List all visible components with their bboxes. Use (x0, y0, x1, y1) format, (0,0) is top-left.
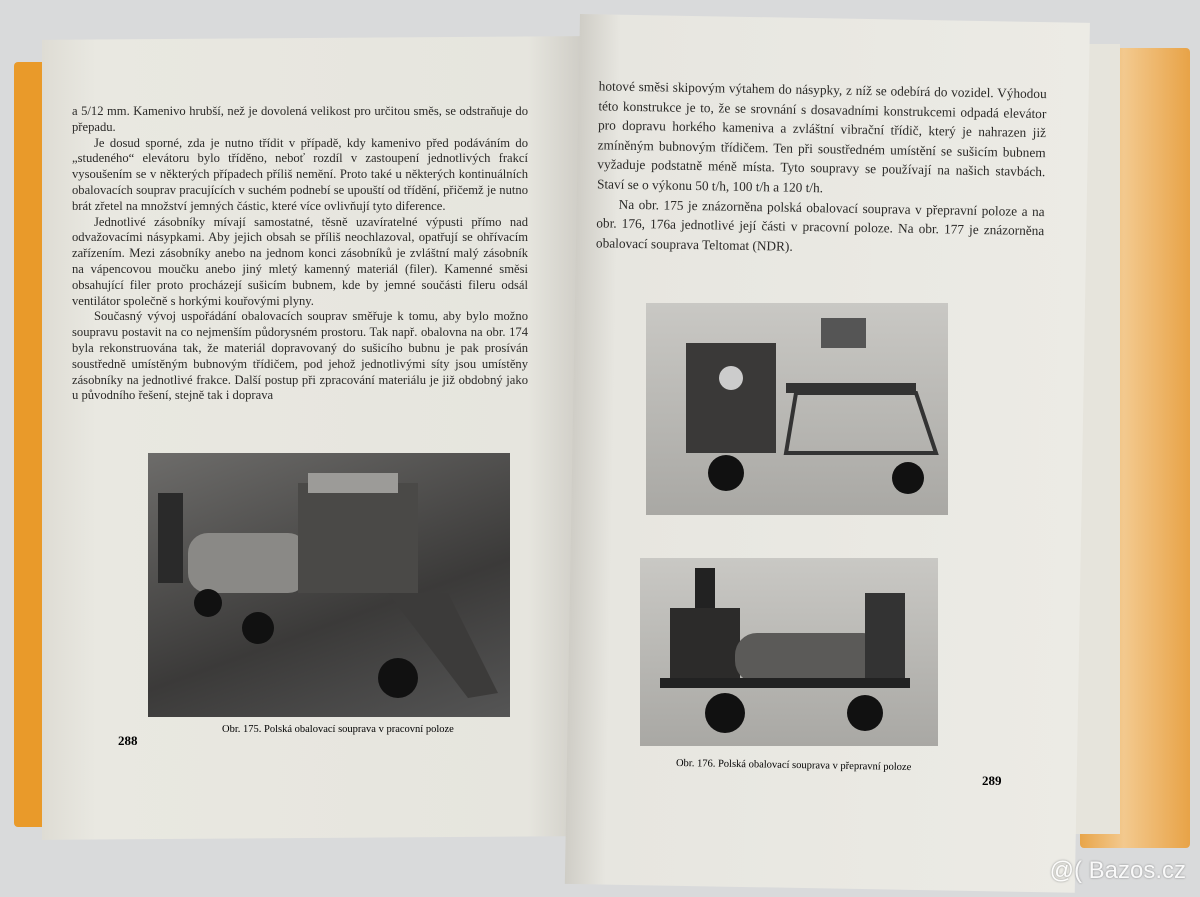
figure-176a-photo (646, 303, 948, 515)
machine-illustration (148, 453, 510, 717)
paragraph: Jednotlivé zásobníky mívají samostatné, těsně uzavíratelné výpusti přímo nad odvažovacími násypkami. Aby jejich obsah se příliš neochlazoval, opatřují se ohřívacím zařízením. Mezi zásobníky anebo na jednom konci zásobníků je zvláštní malý zásobník na vápencovou moučku anebo jiný mletý kamenný materiál (filer). Kamenné směsi obsahující filer proto procházejí sušicím bubnem, kde by jemné součásti fileru odsál ventilátor společně s horkými kouřovými plyny. (72, 214, 528, 308)
paragraph: hotové směsi skipovým výtahem do násypky, z níž se odebírá do vozidel. Výhodou této konstrukce je to, že se srovnání s dosavadními konstrukcemi odpadá elevátor pro dopravu horkého kameniva a zvláštní vibrační třídič, který je nahrazen již zmíněným bubnovým třídičem. Ten při soustředném umístění se sušicím bubnem vyžaduje podstatně méně místa. Tyto soupravy se používají na našich stavbách. Staví se o výkonu 50 t/h, 100 t/h a 120 t/h. (596, 78, 1047, 196)
page-number-right: 289 (982, 773, 1002, 788)
figure-175-photo (148, 453, 510, 717)
paragraph: Současný vývoj uspořádání obalovacích souprav směřuje k tomu, aby bylo možno soupravu postavit na co nejmenším půdorysném prostoru. Tak např. obalovna na obr. 174 byla rekonstruována tak, že materiál dopravovaný do sušicího bubnu je pak prosíván soustředně umístěným bubnovým třídičem, pod jehož jednotlivými síty jsou umístěny zásobníky na jednotlivé frakce. Další postup při zpracování materiálu je již obdobný jako u původního řešení, stejně tak i doprava (72, 309, 528, 403)
right-page-text (596, 76, 1047, 260)
paragraph: Je dosud sporné, zda je nutno třídit v případě, kdy kamenivo před podáváním do „studeného“ elevátoru bylo tříděno, neboť rozdíl v zastoupení jednotlivých frakcí vysoušením se v některých případech příliš nemění. Proto také u některých kontinuálních obalovacích souprav pracujících v suchém podnebí se upouští od třídění, přičemž je nutno brát zřetel na množství jemných částic, které více ovlivňují tyto diference. (72, 135, 528, 213)
machine-illustration (640, 558, 938, 746)
left-page-text (72, 104, 528, 404)
page-number-left: 288 (118, 733, 138, 748)
figure-176-caption: Obr. 176. Polská obalovací souprava v přepravní poloze (675, 757, 912, 774)
figure-175-caption: Obr. 175. Polská obalovací souprava v pracovní poloze (222, 724, 454, 735)
paragraph: a 5/12 mm. Kamenivo hrubší, než je dovolená velikost pro určitou směs, se odstraňuje do přepadu. (72, 104, 528, 134)
paragraph: Na obr. 175 je znázorněna polská obalovací souprava v přepravní poloze a na obr. 176, 176a jednotlivé její části v pracovní poloze. Na obr. 177 je znázorněna obalovací souprava Teltomat (NDR). (595, 196, 1045, 254)
figure-176-photo (640, 558, 938, 746)
watermark: @( Bazos.cz (1049, 857, 1186, 884)
machine-illustration (646, 303, 948, 515)
